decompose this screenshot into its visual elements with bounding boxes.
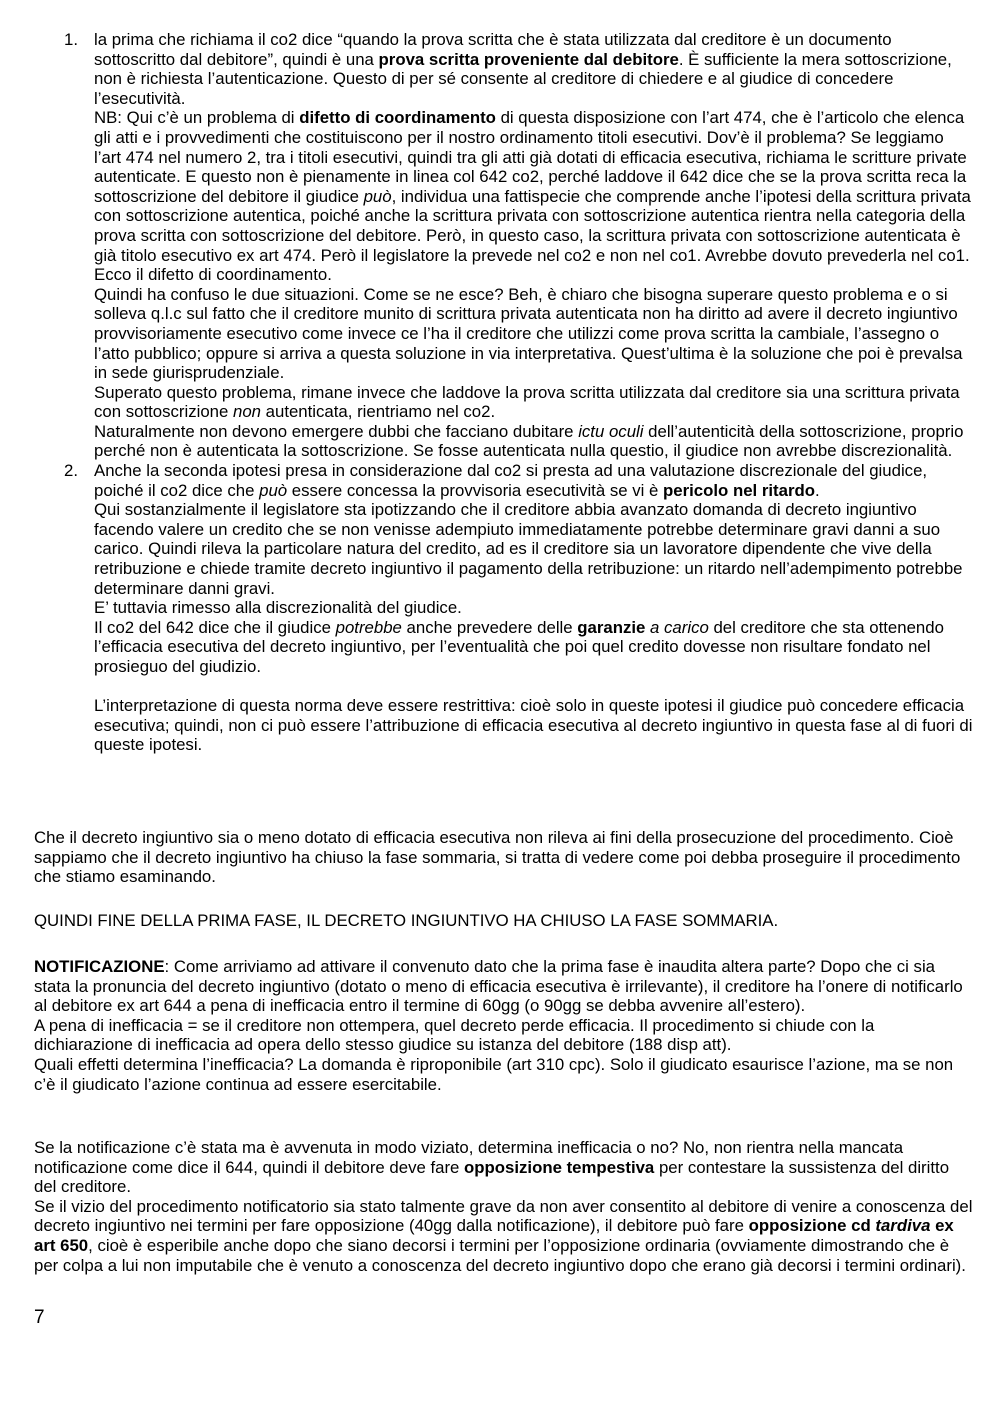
paragraph <box>34 1138 974 1197</box>
bold-text: garanzie <box>577 617 646 637</box>
paragraph <box>94 696 974 755</box>
list-number: 1. <box>64 30 78 49</box>
page-number: 7 <box>34 1307 45 1328</box>
paragraph <box>94 108 974 284</box>
text-run: di questa disposizione con l’art 474, che è l’articolo che elenca gli atti e i provvedimenti che costituiscono per il nostro ordinamento titoli esecutivi. Dov’è il problema? Se leggiamo l’art 474 nel numero 2, tra i titoli esecutivi, quindi tra gli atti già dotati di efficacia esecutiva, richiama le scritture private autenticate. E questo non è pienamente in linea col 642 co2, perché laddove il 642 dice che se la prova scritta reca la sottoscrizione del debitore il giudice <box>94 108 967 206</box>
text-run: Quindi ha confuso le due situazioni. Come se ne esce? Beh, è chiaro che bisogna superare questo problema e o si solleva q.l.c sul fatto che il creditore munito di scrittura privata autenticata non ha diritto ad avere il decreto ingiuntivo provvisoriamente esecutivo come invece ce l’ha il creditore che utilizzi come prova scritta la cambiale, l’assegno o l’atto pubblico; oppure si arriva a questa soluzione in via interpretativa. Quest’ultima è la soluzione che poi è prevalsa in sede giurisprudenziale. <box>94 284 963 383</box>
bold-text: pericolo nel ritardo <box>663 480 816 500</box>
text-run: . <box>815 480 820 500</box>
paragraph <box>34 828 974 887</box>
italic-text: può <box>363 186 392 206</box>
bold-text: prova scritta proveniente dal debitore <box>378 49 679 69</box>
paragraph-opposizione <box>34 1138 974 1275</box>
list-item-text <box>94 461 974 755</box>
text-run: A pena di inefficacia = se il creditore non ottempera, quel decreto perde efficacia. Il procedimento si chiude con la dichiarazione di inefficacia ad opera dello stesso giudice su istanza del debitore (188 disp att). <box>34 1015 875 1055</box>
paragraph <box>34 1016 974 1055</box>
bold-text: opposizione tempestiva <box>464 1157 655 1177</box>
paragraph <box>94 30 974 108</box>
text-run: NB: Qui c’è un problema di <box>94 108 300 128</box>
list-item-1 <box>34 30 974 461</box>
blank-line <box>94 677 974 697</box>
paragraph <box>94 461 974 500</box>
text-run: . È sufficiente la mera sottoscrizione, non è richiesta l’autenticazione. Questo di per sé consente al creditore di chiedere e al giudice di concedere l’esecutività. <box>94 49 952 108</box>
paragraph <box>94 422 974 461</box>
paragraph <box>94 598 974 618</box>
paragraph <box>94 500 974 598</box>
list-number: 2. <box>64 461 78 481</box>
paragraph <box>34 957 974 1016</box>
paragraph <box>34 1055 974 1094</box>
paragraph-procedure <box>34 828 974 887</box>
bold-text: opposizione cd <box>748 1216 876 1236</box>
list-item-text <box>94 30 974 461</box>
paragraph <box>94 383 974 422</box>
paragraph <box>34 911 974 931</box>
text-run: anche prevedere delle <box>401 617 578 637</box>
paragraph <box>94 285 974 383</box>
text-run: per contestare la sussistenza del diritto del creditore. <box>34 1157 950 1197</box>
text-run: Qui sostanzialmente il legislatore sta ipotizzando che il creditore abbia avanzato domanda di decreto ingiuntivo facendo valere un credito che se non venisse adempiuto immediatamente potrebbe determinare gravi danni a suo carico. Quindi rileva la particolare natura del credito, ad es il creditore sia un lavoratore dipendente che vive della retribuzione e chiede tramite decreto ingiuntivo il pagamento della retribuzione: un ritardo nell’adempimento potrebbe determinare danni gravi. <box>94 500 963 598</box>
italic-text: potrebbe <box>335 617 402 637</box>
paragraph-notificazione <box>34 957 974 1094</box>
text-run: essere concessa la provvisoria esecutività se vi è <box>287 480 664 500</box>
paragraph <box>34 1197 974 1275</box>
text-run: Anche la seconda ipotesi presa in considerazione dal co2 si presta ad una valutazione discrezionale del giudice, poiché il co2 dice che <box>94 461 928 500</box>
text-run: autenticata, rientriamo nel co2. <box>260 402 496 422</box>
italic-text: non <box>232 402 261 422</box>
italic-text: ictu oculi <box>578 421 644 441</box>
text-run: dell’autenticità della sottoscrizione, proprio perché non è autenticata la sottoscrizione. Se fosse autenticata nulla questio, il giudice non avrebbe discrezionalità. <box>94 421 964 461</box>
text-run: Naturalmente non devono emergere dubbi che facciano dubitare <box>94 421 579 441</box>
text-run: la prima che richiama il co2 dice “quando la prova scritta che è stata utilizzata dal creditore è un documento sottoscritto dal debitore”, quindi è una <box>94 30 892 69</box>
text-run: , cioè è esperibile anche dopo che siano decorsi i termini per l’opposizione ordinaria (ovviamente dimostrando che è per colpa a lui non imputabile che è venuto a conoscenza del decreto ingiuntivo dopo che erano già decorsi i termini ordinari). <box>34 1235 966 1275</box>
list-item-2 <box>34 461 974 755</box>
text-run: Quali effetti determina l’inefficacia? La domanda è riproponibile (art 310 cpc). Solo il giudicato esaurisce l’azione, ma se non c’è il giudicato l’azione continua ad essere esercitabile. <box>34 1054 954 1094</box>
paragraph <box>94 618 974 677</box>
italic-text: a carico <box>650 617 709 637</box>
text-run: : Come arriviamo ad attivare il convenuto dato che la prima fase è inaudita altera parte? Dopo che ci sia stata la pronuncia del decreto ingiuntivo (dotato o meno di efficacia esecutiva è irrilevante), il creditore ha l’onere di notificarlo al debitore ex art 644 a pena di inefficacia entro il termine di 60gg (o 90gg se debba avvenire all’estero). <box>34 957 963 1016</box>
bold-text: difetto di coordinamento <box>299 108 496 128</box>
numbered-list <box>34 30 974 755</box>
text-run: Superato questo problema, rimane invece che laddove la prova scritta utilizzata dal creditore sia una scrittura privata con sottoscrizione <box>94 382 960 422</box>
text-run: Che il decreto ingiuntivo sia o meno dotato di efficacia esecutiva non rileva ai fini della prosecuzione del procedimento. Cioè sappiamo che il decreto ingiuntivo ha chiuso la fase sommaria, si tratta di vedere come poi debba proseguire il procedimento che stiamo esaminando. <box>34 828 961 887</box>
paragraph-end-of-phase <box>34 911 974 931</box>
text-run: del creditore che sta ottenendo l’efficacia esecutiva del decreto ingiuntivo, per l’eventualità che poi quel credito dovesse non risultare fondato nel prosieguo del giudizio. <box>94 617 944 676</box>
bold-text: ex art 650 <box>34 1216 954 1255</box>
bold-text: NOTIFICAZIONE <box>34 957 165 976</box>
text-run: Se la notificazione c’è stata ma è avvenuta in modo viziato, determina inefficacia o no? No, non rientra nella mancata notificazione come dice il 644, quindi il debitore deve fare <box>34 1138 904 1177</box>
italic-text: può <box>259 480 288 500</box>
text-run: L’interpretazione di questa norma deve essere restrittiva: cioè solo in queste ipotesi il giudice può concedere efficacia esecutiva; quindi, non ci può essere l’attribuzione di efficacia esecutiva al decreto ingiuntivo in questa fase al di fuori di queste ipotesi. <box>94 696 973 755</box>
text-run: QUINDI FINE DELLA PRIMA FASE, IL DECRETO INGIUNTIVO HA CHIUSO LA FASE SOMMARIA. <box>34 911 779 930</box>
text-run: , individua una fattispecie che comprende anche l’ipotesi della scrittura privata con sottoscrizione autentica, poiché anche la scrittura privata con sottoscrizione autentica rientra nella categoria della prova scritta con sottoscrizione del debitore. Però, in questo caso, la scrittura privata con sottoscrizione autenticata è già titolo esecutivo ex art 474. Però il legislatore la prevede nel co2 e non nel co1. Avrebbe dovuto prevederla nel co1. Ecco il difetto di coordinamento. <box>94 186 971 285</box>
text-run: Il co2 del 642 dice che il giudice <box>94 617 336 637</box>
text-run: E’ tuttavia rimesso alla discrezionalità del giudice. <box>94 598 462 618</box>
text-run: Se il vizio del procedimento notificatorio sia stato talmente grave da non aver consentito al debitore di venire a conoscenza del decreto ingiuntivo nei termini per fare opposizione (40gg dalla notificazione), il debitore può fare <box>34 1196 973 1236</box>
emphasis-text: tardiva <box>875 1216 931 1236</box>
